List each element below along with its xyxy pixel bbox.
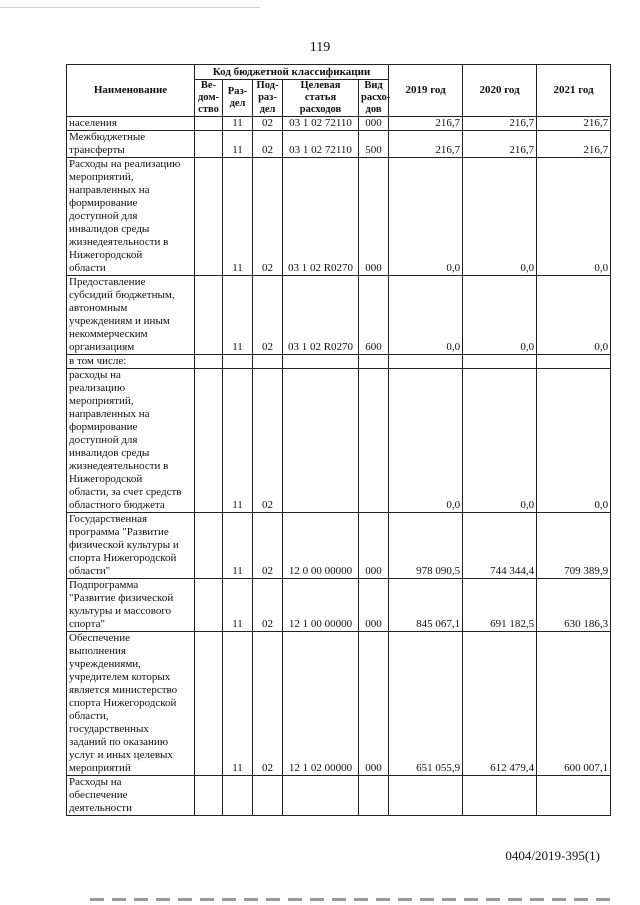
row-value-2019: 0,0 (389, 276, 463, 355)
row-expense-type (359, 776, 389, 816)
row-value-2020: 0,0 (463, 276, 537, 355)
row-value-2019: 0,0 (389, 369, 463, 513)
row-target-article: 03 1 02 72110 (283, 131, 359, 158)
row-podrazdel: 02 (253, 117, 283, 131)
row-vedomstvo (195, 117, 223, 131)
table-row (67, 369, 611, 513)
header-razdel: Раз- дел (223, 80, 253, 117)
row-razdel: 11 (223, 632, 253, 776)
row-value-2020: 691 182,5 (463, 579, 537, 632)
row-target-article (283, 776, 359, 816)
row-target-article: 03 1 02 72110 (283, 117, 359, 131)
row-value-2021: 0,0 (537, 158, 611, 276)
budget-table (66, 64, 611, 816)
row-name: Межбюджетные трансферты (67, 131, 195, 158)
row-value-2021: 630 186,3 (537, 579, 611, 632)
header-vedomstvo: Ве- дом- ство (195, 80, 223, 117)
top-rule (0, 7, 260, 8)
row-expense-type: 600 (359, 276, 389, 355)
row-target-article: 03 1 02 R0270 (283, 276, 359, 355)
row-razdel: 11 (223, 369, 253, 513)
row-vedomstvo (195, 131, 223, 158)
row-value-2019: 845 067,1 (389, 579, 463, 632)
row-razdel: 11 (223, 117, 253, 131)
row-value-2020: 216,7 (463, 131, 537, 158)
row-value-2020 (463, 776, 537, 816)
table-row (67, 579, 611, 632)
header-2019: 2019 год (389, 65, 463, 117)
row-value-2020: 612 479,4 (463, 632, 537, 776)
row-name: Обеспечение выполнения учреждениями, учредителем которых является министерство спорта Нижегородской области, государственных заданий по оказанию услуг и иных целевых мероприятий (67, 632, 195, 776)
row-podrazdel: 02 (253, 369, 283, 513)
row-razdel: 11 (223, 579, 253, 632)
header-name: Наименование (67, 65, 195, 117)
table-row (67, 131, 611, 158)
row-podrazdel: 02 (253, 513, 283, 579)
document-code: 0404/2019-395(1) (505, 848, 600, 863)
row-value-2021: 709 389,9 (537, 513, 611, 579)
row-vedomstvo (195, 355, 223, 369)
row-value-2019: 216,7 (389, 117, 463, 131)
row-value-2021 (537, 355, 611, 369)
row-value-2021: 0,0 (537, 276, 611, 355)
table-row (67, 513, 611, 579)
table-row (67, 355, 611, 369)
row-razdel (223, 776, 253, 816)
scan-artifact (90, 898, 610, 901)
row-target-article: 03 1 02 R0270 (283, 158, 359, 276)
row-vedomstvo (195, 579, 223, 632)
row-value-2020: 0,0 (463, 158, 537, 276)
table-row (67, 117, 611, 131)
row-expense-type: 000 (359, 158, 389, 276)
table-row (67, 776, 611, 816)
table-row (67, 632, 611, 776)
row-razdel: 11 (223, 158, 253, 276)
row-value-2020: 216,7 (463, 117, 537, 131)
row-vedomstvo (195, 776, 223, 816)
row-value-2021 (537, 776, 611, 816)
row-value-2019: 216,7 (389, 131, 463, 158)
row-name: в том числе: (67, 355, 195, 369)
row-expense-type (359, 369, 389, 513)
row-razdel: 11 (223, 131, 253, 158)
row-value-2021: 216,7 (537, 117, 611, 131)
row-target-article (283, 355, 359, 369)
row-razdel: 11 (223, 513, 253, 579)
header-budget-code-group: Код бюджетной классификации (195, 65, 389, 80)
row-vedomstvo (195, 513, 223, 579)
row-razdel (223, 355, 253, 369)
row-expense-type (359, 355, 389, 369)
row-name: Расходы на обеспечение деятельности (67, 776, 195, 816)
header-podrazdel: Под- раз- дел (253, 80, 283, 117)
row-vedomstvo (195, 158, 223, 276)
row-value-2021: 600 007,1 (537, 632, 611, 776)
row-expense-type: 000 (359, 117, 389, 131)
row-razdel: 11 (223, 276, 253, 355)
row-name: населения (67, 117, 195, 131)
header-target-article: Целевая статья расходов (283, 80, 359, 117)
row-value-2019 (389, 776, 463, 816)
row-expense-type: 000 (359, 513, 389, 579)
row-value-2019: 651 055,9 (389, 632, 463, 776)
row-value-2019: 978 090,5 (389, 513, 463, 579)
row-name: Государственная программа "Развитие физической культуры и спорта Нижегородской области" (67, 513, 195, 579)
row-value-2021: 216,7 (537, 131, 611, 158)
row-vedomstvo (195, 369, 223, 513)
row-podrazdel: 02 (253, 158, 283, 276)
row-podrazdel: 02 (253, 276, 283, 355)
header-2021: 2021 год (537, 65, 611, 117)
row-target-article: 12 0 00 00000 (283, 513, 359, 579)
row-podrazdel: 02 (253, 632, 283, 776)
row-vedomstvo (195, 632, 223, 776)
table-row (67, 158, 611, 276)
page-number: 119 (309, 40, 331, 55)
row-target-article (283, 369, 359, 513)
row-vedomstvo (195, 276, 223, 355)
row-target-article: 12 1 00 00000 (283, 579, 359, 632)
table-row (67, 276, 611, 355)
row-value-2019 (389, 355, 463, 369)
header-2020: 2020 год (463, 65, 537, 117)
row-podrazdel (253, 776, 283, 816)
row-value-2020 (463, 355, 537, 369)
row-value-2021: 0,0 (537, 369, 611, 513)
row-expense-type: 500 (359, 131, 389, 158)
row-name: Расходы на реализацию мероприятий, направленных на формирование доступной для инвалидов среды жизнедеятельности в Нижегородской области (67, 158, 195, 276)
row-target-article: 12 1 02 00000 (283, 632, 359, 776)
row-value-2020: 744 344,4 (463, 513, 537, 579)
row-name: Подпрограмма "Развитие физической культуры и массового спорта" (67, 579, 195, 632)
row-podrazdel: 02 (253, 131, 283, 158)
row-value-2019: 0,0 (389, 158, 463, 276)
row-podrazdel (253, 355, 283, 369)
header-expense-type: Вид расхо- дов (359, 80, 389, 117)
row-expense-type: 000 (359, 579, 389, 632)
row-name: Предоставление субсидий бюджетным, автономным учреждениям и иным некоммерческим организациям (67, 276, 195, 355)
row-expense-type: 000 (359, 632, 389, 776)
row-name: расходы на реализацию мероприятий, направленных на формирование доступной для инвалидов среды жизнедеятельности в Нижегородской области, за счет средств областного бюджета (67, 369, 195, 513)
row-podrazdel: 02 (253, 579, 283, 632)
row-value-2020: 0,0 (463, 369, 537, 513)
table-body (67, 117, 611, 816)
